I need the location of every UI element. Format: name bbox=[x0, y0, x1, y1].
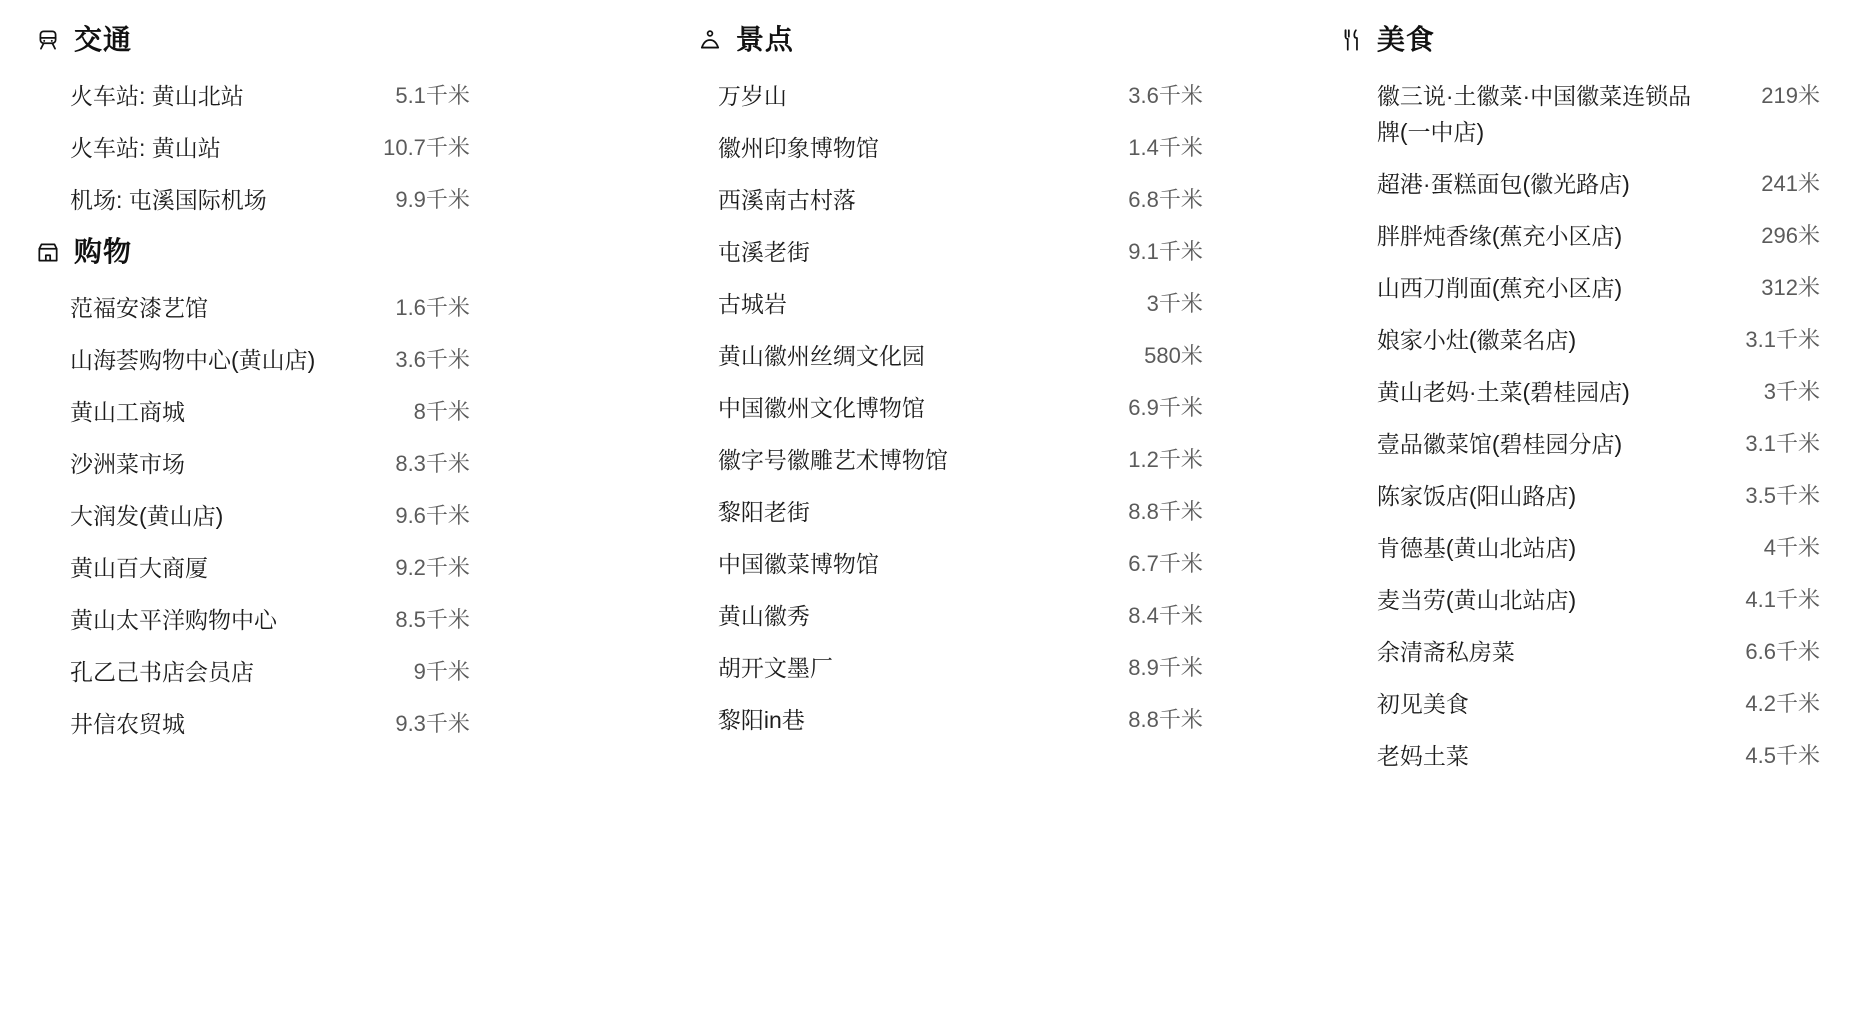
place-distance: 9千米 bbox=[413, 659, 470, 684]
place-distance: 6.8千米 bbox=[1128, 187, 1203, 212]
place-distance: 4.5千米 bbox=[1745, 743, 1821, 768]
list-item[interactable] bbox=[696, 330, 1273, 382]
place-distance: 5.1千米 bbox=[395, 83, 470, 108]
list-item[interactable] bbox=[1343, 678, 1822, 730]
place-distance: 8千米 bbox=[413, 399, 470, 424]
place-distance: 8.9千米 bbox=[1128, 655, 1203, 680]
place-distance: 3千米 bbox=[1146, 291, 1203, 316]
place-distance: 241米 bbox=[1761, 171, 1821, 196]
list-item[interactable] bbox=[696, 642, 1273, 694]
list-item[interactable] bbox=[696, 70, 1273, 122]
list-item[interactable] bbox=[1343, 158, 1822, 210]
place-name: 机场: 屯溪国际机场 bbox=[70, 187, 267, 213]
place-distance: 4.2千米 bbox=[1745, 691, 1821, 716]
place-distance: 8.8千米 bbox=[1128, 499, 1203, 524]
section-header-transport bbox=[34, 20, 656, 60]
list-item[interactable] bbox=[1343, 522, 1822, 574]
list-item[interactable] bbox=[1343, 366, 1822, 418]
place-distance: 580米 bbox=[1144, 343, 1203, 368]
list-item[interactable] bbox=[696, 694, 1273, 746]
column-middle bbox=[656, 14, 1273, 752]
place-name: 火车站: 黄山站 bbox=[70, 135, 221, 161]
list-item[interactable] bbox=[696, 486, 1273, 538]
place-distance: 6.9千米 bbox=[1128, 395, 1203, 420]
section-food bbox=[1343, 20, 1822, 782]
section-title-shopping: 购物 bbox=[74, 236, 133, 267]
place-name: 壹品徽菜馆(碧桂园分店) bbox=[1376, 431, 1623, 457]
place-name: 黎阳in巷 bbox=[717, 707, 805, 733]
place-name: 娘家小灶(徽菜名店) bbox=[1376, 327, 1577, 353]
place-name: 万岁山 bbox=[717, 83, 787, 109]
list-item[interactable] bbox=[34, 594, 656, 646]
section-title-attractions: 景点 bbox=[735, 24, 794, 55]
list-item[interactable] bbox=[34, 490, 656, 542]
cutlery-icon bbox=[1337, 26, 1365, 54]
list-item[interactable] bbox=[34, 70, 656, 122]
place-name: 黄山工商城 bbox=[70, 399, 185, 425]
place-distance: 4千米 bbox=[1763, 535, 1821, 560]
list-item[interactable] bbox=[696, 278, 1273, 330]
place-distance: 8.4千米 bbox=[1128, 603, 1203, 628]
place-name: 初见美食 bbox=[1376, 691, 1469, 717]
place-name: 范福安漆艺馆 bbox=[70, 295, 208, 321]
list-item[interactable] bbox=[34, 542, 656, 594]
place-name: 井信农贸城 bbox=[70, 711, 185, 737]
place-distance: 9.1千米 bbox=[1128, 239, 1203, 264]
place-name: 黎阳老街 bbox=[717, 499, 810, 525]
place-distance: 10.7千米 bbox=[383, 135, 470, 160]
place-name: 麦当劳(黄山北站店) bbox=[1376, 587, 1577, 613]
place-name: 胖胖炖香缘(蕉充小区店) bbox=[1376, 223, 1623, 249]
list-transport bbox=[34, 70, 656, 226]
list-item[interactable] bbox=[1343, 314, 1822, 366]
place-distance: 9.3千米 bbox=[395, 711, 470, 736]
place-distance: 8.3千米 bbox=[395, 451, 470, 476]
section-title-transport: 交通 bbox=[74, 24, 133, 55]
place-name: 肯德基(黄山北站店) bbox=[1376, 535, 1577, 561]
list-shopping bbox=[34, 282, 656, 750]
list-attractions bbox=[696, 70, 1273, 746]
list-item[interactable] bbox=[696, 382, 1273, 434]
place-name: 黄山徽秀 bbox=[717, 603, 810, 629]
list-item[interactable] bbox=[696, 174, 1273, 226]
place-distance: 312米 bbox=[1761, 275, 1821, 300]
place-distance: 9.2千米 bbox=[395, 555, 470, 580]
place-name: 徽三说·土徽菜·中国徽菜连锁品牌(一中店) bbox=[1376, 83, 1692, 145]
place-distance: 3.6千米 bbox=[395, 347, 470, 372]
list-item[interactable] bbox=[1343, 574, 1822, 626]
place-distance: 9.6千米 bbox=[395, 503, 470, 528]
list-item[interactable] bbox=[696, 226, 1273, 278]
list-item[interactable] bbox=[1343, 262, 1822, 314]
place-name: 大润发(黄山店) bbox=[70, 503, 224, 529]
place-distance: 3千米 bbox=[1763, 379, 1821, 404]
place-distance: 6.6千米 bbox=[1745, 639, 1821, 664]
place-distance: 4.1千米 bbox=[1745, 587, 1821, 612]
place-distance: 3.5千米 bbox=[1745, 483, 1821, 508]
list-item[interactable] bbox=[34, 386, 656, 438]
list-item[interactable] bbox=[1343, 626, 1822, 678]
place-name: 中国徽菜博物馆 bbox=[717, 551, 879, 577]
place-distance: 1.2千米 bbox=[1128, 447, 1203, 472]
column-right bbox=[1273, 14, 1822, 788]
place-name: 中国徽州文化博物馆 bbox=[717, 395, 925, 421]
place-name: 山海荟购物中心(黄山店) bbox=[70, 347, 316, 373]
list-item[interactable] bbox=[696, 590, 1273, 642]
landmark-icon bbox=[696, 26, 724, 54]
place-name: 古城岩 bbox=[717, 291, 787, 317]
place-distance: 6.7千米 bbox=[1128, 551, 1203, 576]
list-item[interactable] bbox=[696, 538, 1273, 590]
section-header-attractions bbox=[696, 20, 1273, 60]
list-item[interactable] bbox=[34, 646, 656, 698]
place-name: 黄山太平洋购物中心 bbox=[70, 607, 277, 633]
train-icon bbox=[34, 26, 62, 54]
place-name: 老妈土菜 bbox=[1376, 743, 1469, 769]
place-name: 山西刀削面(蕉充小区店) bbox=[1376, 275, 1623, 301]
section-attractions bbox=[696, 20, 1273, 746]
list-item[interactable] bbox=[696, 122, 1273, 174]
list-item[interactable] bbox=[34, 282, 656, 334]
list-item[interactable] bbox=[34, 174, 656, 226]
list-item[interactable] bbox=[1343, 70, 1822, 158]
list-item[interactable] bbox=[34, 438, 656, 490]
place-name: 火车站: 黄山北站 bbox=[70, 83, 244, 109]
place-distance: 3.1千米 bbox=[1745, 327, 1821, 352]
place-name: 西溪南古村落 bbox=[717, 187, 856, 213]
place-distance: 1.4千米 bbox=[1128, 135, 1203, 160]
place-name: 沙洲菜市场 bbox=[70, 451, 185, 477]
place-name: 胡开文墨厂 bbox=[717, 655, 833, 681]
list-item[interactable] bbox=[34, 122, 656, 174]
place-distance: 219米 bbox=[1761, 83, 1821, 108]
place-distance: 296米 bbox=[1761, 223, 1821, 248]
place-distance: 8.8千米 bbox=[1128, 707, 1203, 732]
place-distance: 9.9千米 bbox=[395, 187, 470, 212]
place-name: 黄山老妈·土菜(碧桂园店) bbox=[1376, 379, 1630, 405]
shop-icon bbox=[34, 238, 62, 266]
section-transport bbox=[34, 20, 656, 226]
place-name: 黄山百大商厦 bbox=[70, 555, 208, 581]
section-shopping bbox=[34, 232, 656, 750]
place-name: 黄山徽州丝绸文化园 bbox=[717, 343, 925, 369]
place-distance: 3.1千米 bbox=[1745, 431, 1821, 456]
place-distance: 3.6千米 bbox=[1128, 83, 1203, 108]
list-item[interactable] bbox=[696, 434, 1273, 486]
list-item[interactable] bbox=[1343, 470, 1822, 522]
list-item[interactable] bbox=[1343, 418, 1822, 470]
place-name: 陈家饭店(阳山路店) bbox=[1376, 483, 1577, 509]
place-name: 超港·蛋糕面包(徽光路店) bbox=[1376, 171, 1630, 197]
list-item[interactable] bbox=[1343, 730, 1822, 782]
columns-container bbox=[30, 14, 1822, 788]
list-food bbox=[1343, 70, 1822, 782]
section-header-food bbox=[1337, 20, 1822, 60]
section-title-food: 美食 bbox=[1376, 24, 1435, 55]
column-left bbox=[30, 14, 656, 756]
list-item[interactable] bbox=[34, 698, 656, 750]
list-item[interactable] bbox=[1343, 210, 1822, 262]
place-name: 余清斋私房菜 bbox=[1376, 639, 1515, 665]
section-header-shopping bbox=[34, 232, 656, 272]
place-distance: 8.5千米 bbox=[395, 607, 470, 632]
place-name: 屯溪老街 bbox=[717, 239, 810, 265]
place-name: 孔乙己书店会员店 bbox=[70, 659, 254, 685]
place-name: 徽州印象博物馆 bbox=[717, 135, 879, 161]
place-distance: 1.6千米 bbox=[395, 295, 470, 320]
list-item[interactable] bbox=[34, 334, 656, 386]
place-name: 徽字号徽雕艺术博物馆 bbox=[717, 447, 948, 473]
